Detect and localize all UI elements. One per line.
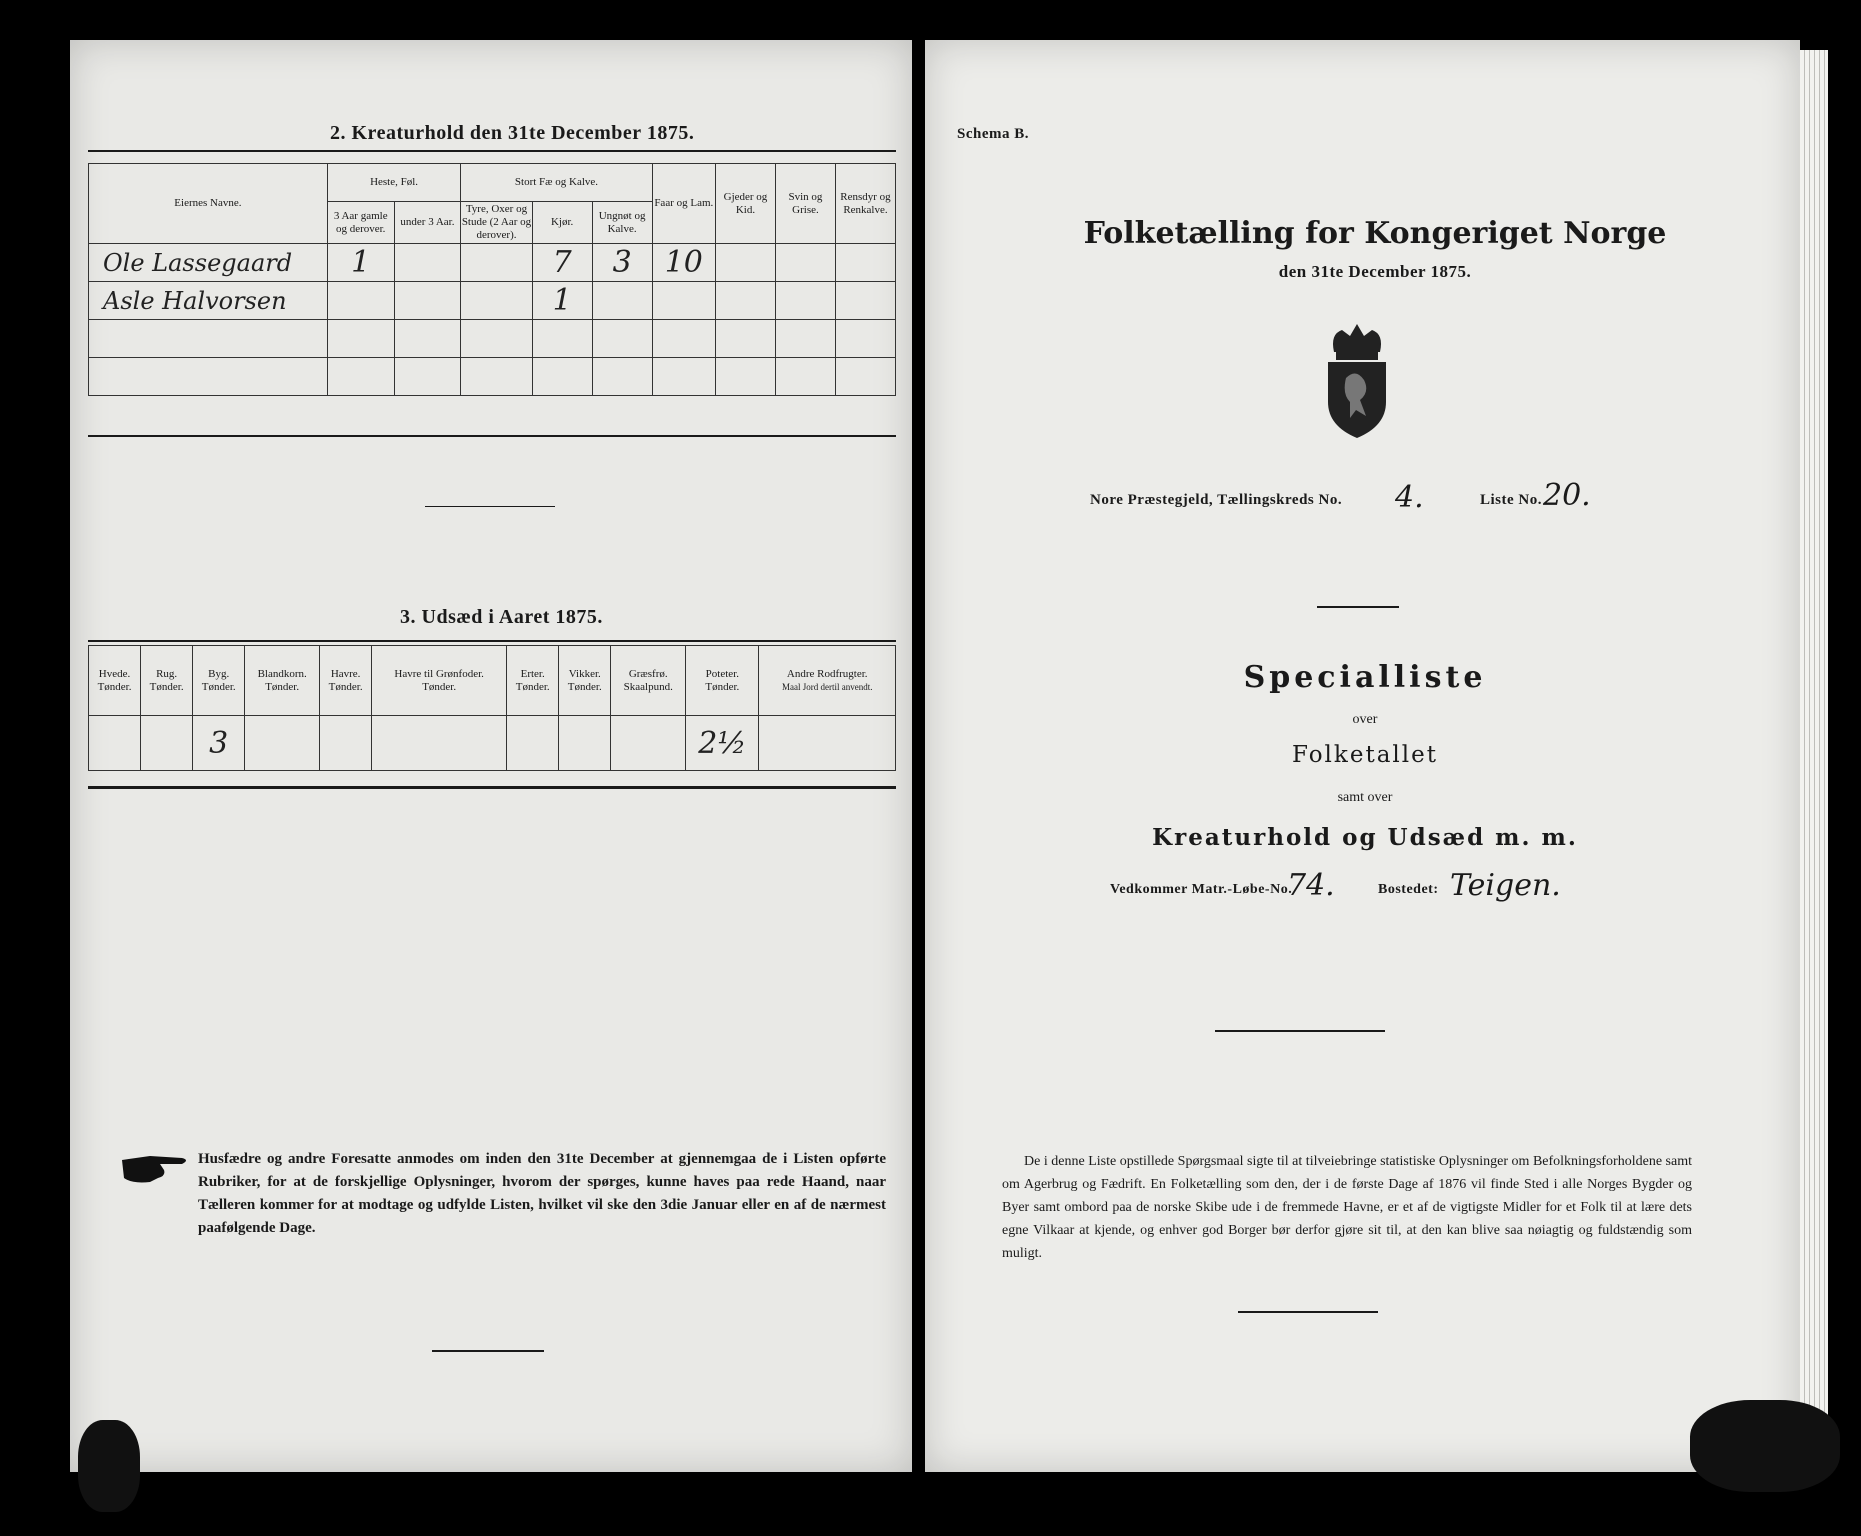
cell: 3 <box>592 244 652 282</box>
cell <box>835 244 895 282</box>
district-number: 4. <box>1395 480 1424 515</box>
cell <box>507 716 559 771</box>
rule <box>88 150 896 152</box>
owner-header: Eiernes Navne. <box>89 164 328 244</box>
cell <box>759 716 896 771</box>
pointing-hand-icon <box>120 1148 192 1188</box>
goats-header: Gjeder og Kid. <box>715 164 775 244</box>
cell <box>775 282 835 320</box>
cell: 1 <box>327 244 394 282</box>
list-label: Liste No. <box>1480 492 1542 508</box>
cell: 7 <box>532 244 592 282</box>
col-havre-gron: Havre til Grønfoder. Tønder. <box>372 646 507 716</box>
scan-clip-left <box>78 1420 140 1512</box>
folketallet-text: Folketallet <box>1292 742 1438 768</box>
schema-label: Schema B. <box>957 126 1029 142</box>
scan-clip-right <box>1690 1400 1840 1492</box>
col-graesfro: Græsfrø. Skaalpund. <box>611 646 686 716</box>
divider <box>1317 606 1399 608</box>
cell <box>461 244 532 282</box>
divider <box>1215 1030 1385 1032</box>
cell <box>835 282 895 320</box>
table-row <box>89 716 896 771</box>
rule <box>88 786 896 789</box>
bosted-label: Bostedet: <box>1378 882 1439 897</box>
owner-name: Asle Halvorsen <box>89 282 328 320</box>
sub-cows: Kjør. <box>532 202 592 244</box>
sub-horses-3yr: 3 Aar gamle og derover. <box>327 202 394 244</box>
col-rug: Rug. Tønder. <box>141 646 193 716</box>
section3-title: 3. Udsæd i Aaret 1875. <box>400 606 603 628</box>
cell <box>592 282 652 320</box>
kreatur-udsaed-text: Kreaturhold og Udsæd m. m. <box>1152 824 1578 851</box>
sheep-header: Faar og Lam. <box>652 164 715 244</box>
table-row <box>89 282 896 320</box>
cell <box>611 716 686 771</box>
sub-horses-under3: under 3 Aar. <box>394 202 461 244</box>
divider <box>1238 1311 1378 1313</box>
cell <box>394 244 461 282</box>
matr-label: Vedkommer Matr.-Løbe-No. <box>1110 882 1293 897</box>
col-andre: Andre Rodfrugter. Maal Jord dertil anvendt. <box>759 646 896 716</box>
reindeer-header: Rensdyr og Renkalve. <box>835 164 895 244</box>
cell <box>775 244 835 282</box>
horses-header: Heste, Føl. <box>327 164 461 202</box>
list-number: 20. <box>1543 478 1591 513</box>
divider <box>432 1350 544 1352</box>
purpose-notice: De i denne Liste opstillede Spørgsmaal sigte til at tilveiebringe statistiske Oplysninger om Befolkningsforholdene samt om Agerbrug og Fædrift. En Folketælling som den, der i de første Dage af 1876 vil finde Sted i alle Norges Bygder og Byer samt ombord paa de norske Skibe ude i de fremmede Havne, er et af de vigtigste Midler for et Folk til at lære dets egne Vilkaar at kjende, og enhver god Borger bør derfor gjøre sit til, at den kan blive saa nøiagtig og fuldstændig som muligt. <box>1002 1154 1692 1261</box>
samt-over-text: samt over <box>1337 790 1393 805</box>
col-blandkorn: Blandkorn. Tønder. <box>245 646 320 716</box>
cell <box>320 716 372 771</box>
cell: 3 <box>193 716 245 771</box>
col-erter: Erter. Tønder. <box>507 646 559 716</box>
rule <box>88 435 896 437</box>
matr-number: 74. <box>1287 868 1335 903</box>
sub-bulls: Tyre, Oxer og Stude (2 Aar og derover). <box>461 202 532 244</box>
owner-name: Ole Lassegaard <box>89 244 328 282</box>
specialliste-title: Specialliste <box>1243 660 1487 695</box>
cell <box>461 282 532 320</box>
livestock-table <box>88 163 896 396</box>
table-row <box>89 244 896 282</box>
seed-table <box>88 645 896 771</box>
col-byg: Byg. Tønder. <box>193 646 245 716</box>
col-poteter: Poteter. Tønder. <box>686 646 759 716</box>
cell <box>715 244 775 282</box>
pigs-header: Svin og Grise. <box>775 164 835 244</box>
divider <box>425 506 555 507</box>
cell: 1 <box>532 282 592 320</box>
cell <box>141 716 193 771</box>
household-notice: Husfædre og andre Foresatte anmodes om inden den 31te December at gjennemgaa de i Listen opførte Rubriker, for at de forskjellige Oplysninger, hvorom der spørges, kunne haves paa rede Haand, naar Tælleren kommer for at modtage og udfylde Listen, hvilket vil ske den 3die Januar eller en af de nærmest paafølgende Dage. <box>198 1151 886 1236</box>
sub-calves: Ungnøt og Kalve. <box>592 202 652 244</box>
census-date: den 31te December 1875. <box>1278 262 1472 281</box>
cell: 2½ <box>686 716 759 771</box>
section2-title: 2. Kreaturhold den 31te December 1875. <box>330 122 695 144</box>
over-text: over <box>1352 712 1378 727</box>
cell: 10 <box>652 244 715 282</box>
col-hvede: Hvede. Tønder. <box>89 646 141 716</box>
district-label: Nore Præstegjeld, Tællingskreds No. <box>1090 492 1343 508</box>
cell <box>245 716 320 771</box>
cell <box>372 716 507 771</box>
norwegian-coat-of-arms <box>1320 322 1394 440</box>
cell <box>394 282 461 320</box>
cattle-header: Stort Fæ og Kalve. <box>461 164 652 202</box>
cell <box>559 716 611 771</box>
census-title: Folketælling for Kongeriget Norge <box>1083 216 1667 251</box>
cell <box>652 282 715 320</box>
rule <box>88 640 896 642</box>
table-row <box>89 358 896 396</box>
cell <box>327 282 394 320</box>
right-page <box>925 40 1800 1472</box>
table-row <box>89 320 896 358</box>
cell <box>89 716 141 771</box>
col-havre: Havre. Tønder. <box>320 646 372 716</box>
cell <box>715 282 775 320</box>
page-edges <box>1800 50 1828 1460</box>
left-page <box>70 40 912 1472</box>
bosted-value: Teigen. <box>1450 868 1561 903</box>
col-vikker: Vikker. Tønder. <box>559 646 611 716</box>
